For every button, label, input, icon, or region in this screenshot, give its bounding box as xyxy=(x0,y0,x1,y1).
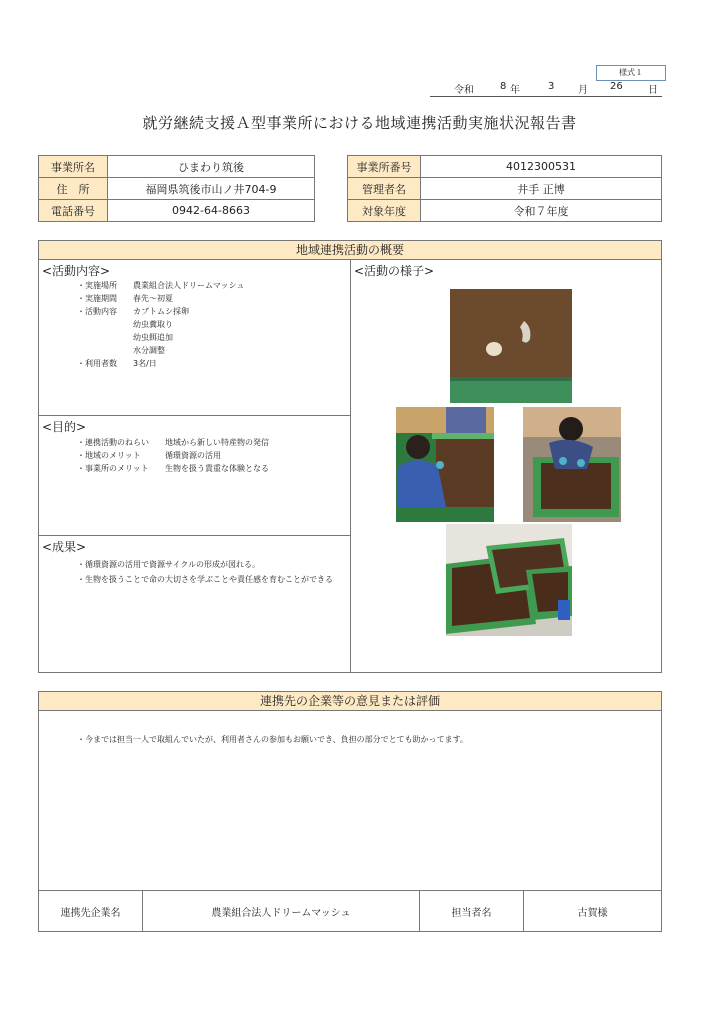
photo-larvae xyxy=(450,289,572,403)
info-table-left xyxy=(38,155,315,222)
info-row xyxy=(348,156,662,178)
purpose-list xyxy=(77,436,347,475)
report-date xyxy=(430,80,662,97)
date-day-unit: 日 xyxy=(648,85,658,96)
person-label: 担当者名 xyxy=(451,908,492,919)
partner-value: 農業組合法人ドリームマッシュ xyxy=(211,908,351,919)
list-item: ・利用者数 3名/日 xyxy=(77,359,157,368)
list-item: ・実施期間 春先～初夏 xyxy=(77,294,173,303)
list-item: ・活動内容 カブトムシ採卵 xyxy=(77,307,189,316)
result-list xyxy=(77,557,349,587)
opinion-section xyxy=(38,691,662,932)
info-row xyxy=(39,200,315,222)
date-month: 3 xyxy=(548,81,555,92)
info-row xyxy=(39,178,315,200)
date-era: 令和 xyxy=(454,85,474,96)
list-item: ・連携活動のねらい 地域から新しい特産物の発信 xyxy=(77,438,269,447)
photo-workers-1 xyxy=(396,407,494,522)
date-month-unit: 月 xyxy=(578,85,588,96)
info-row xyxy=(39,156,315,178)
info-label: 電話番号 xyxy=(39,200,108,222)
list-item: ・事業所のメリット 生物を扱う貴重な体験となる xyxy=(77,464,269,473)
info-label: 住 所 xyxy=(39,178,108,200)
list-item: ・循環資源の活用で資源サイクルの形成が図れる。 xyxy=(77,560,261,569)
form-number: 様式１ xyxy=(596,65,666,81)
photo-workers-2 xyxy=(523,407,621,522)
photo-trays xyxy=(446,524,572,636)
list-item: ・実施場所 農業組合法人ドリームマッシュ xyxy=(77,281,245,290)
info-value: 0942-64-8663 xyxy=(108,200,315,222)
list-item: 幼虫糞取り xyxy=(133,320,173,329)
info-value: 井手 正博 xyxy=(421,178,662,200)
info-table-right xyxy=(347,155,662,222)
list-item: 幼虫餌追加 xyxy=(133,333,173,342)
info-value: ひまわり筑後 xyxy=(108,156,315,178)
info-value: 令和７年度 xyxy=(421,200,662,222)
activity-list xyxy=(77,279,347,370)
partner-label: 連携先企業名 xyxy=(60,908,121,919)
info-row xyxy=(348,200,662,222)
info-value: 福岡県筑後市山ノ井704-9 xyxy=(108,178,315,200)
person-value: 古賀様 xyxy=(577,908,608,919)
info-label: 対象年度 xyxy=(348,200,421,222)
column-divider xyxy=(350,260,351,672)
row-divider xyxy=(39,890,661,891)
info-value: 4012300531 xyxy=(421,156,662,178)
scene-title: <活動の様子> xyxy=(354,264,435,278)
result-title: <成果> xyxy=(42,540,87,554)
date-year: 8 xyxy=(500,81,507,92)
info-label: 事業所名 xyxy=(39,156,108,178)
row-divider xyxy=(39,415,350,416)
overview-header: 地域連携活動の概要 xyxy=(39,241,661,260)
overview-section xyxy=(38,240,662,673)
activity-title: <活動内容> xyxy=(42,264,111,278)
list-item: ・生物を扱うことで命の大切さを学ぶことや責任感を育むことができる xyxy=(77,575,333,584)
row-divider xyxy=(39,535,350,536)
list-item: 水分調整 xyxy=(133,346,165,355)
date-year-unit: 年 xyxy=(510,85,520,96)
list-item: ・地域のメリット 循環資源の活用 xyxy=(77,451,221,460)
opinion-text: ・今までは担当一人で取組んでいたが、利用者さんの参加もお願いでき、負担の部分でとても助かってます。 xyxy=(77,735,469,744)
info-label: 事業所番号 xyxy=(348,156,421,178)
info-label: 管理者名 xyxy=(348,178,421,200)
purpose-title: <目的> xyxy=(42,420,87,434)
date-day: 26 xyxy=(610,81,623,92)
info-row xyxy=(348,178,662,200)
opinion-header: 連携先の企業等の意見または評価 xyxy=(39,692,661,711)
page-title: 就労継続支援Ａ型事業所における地域連携活動実施状況報告書 xyxy=(142,114,577,132)
